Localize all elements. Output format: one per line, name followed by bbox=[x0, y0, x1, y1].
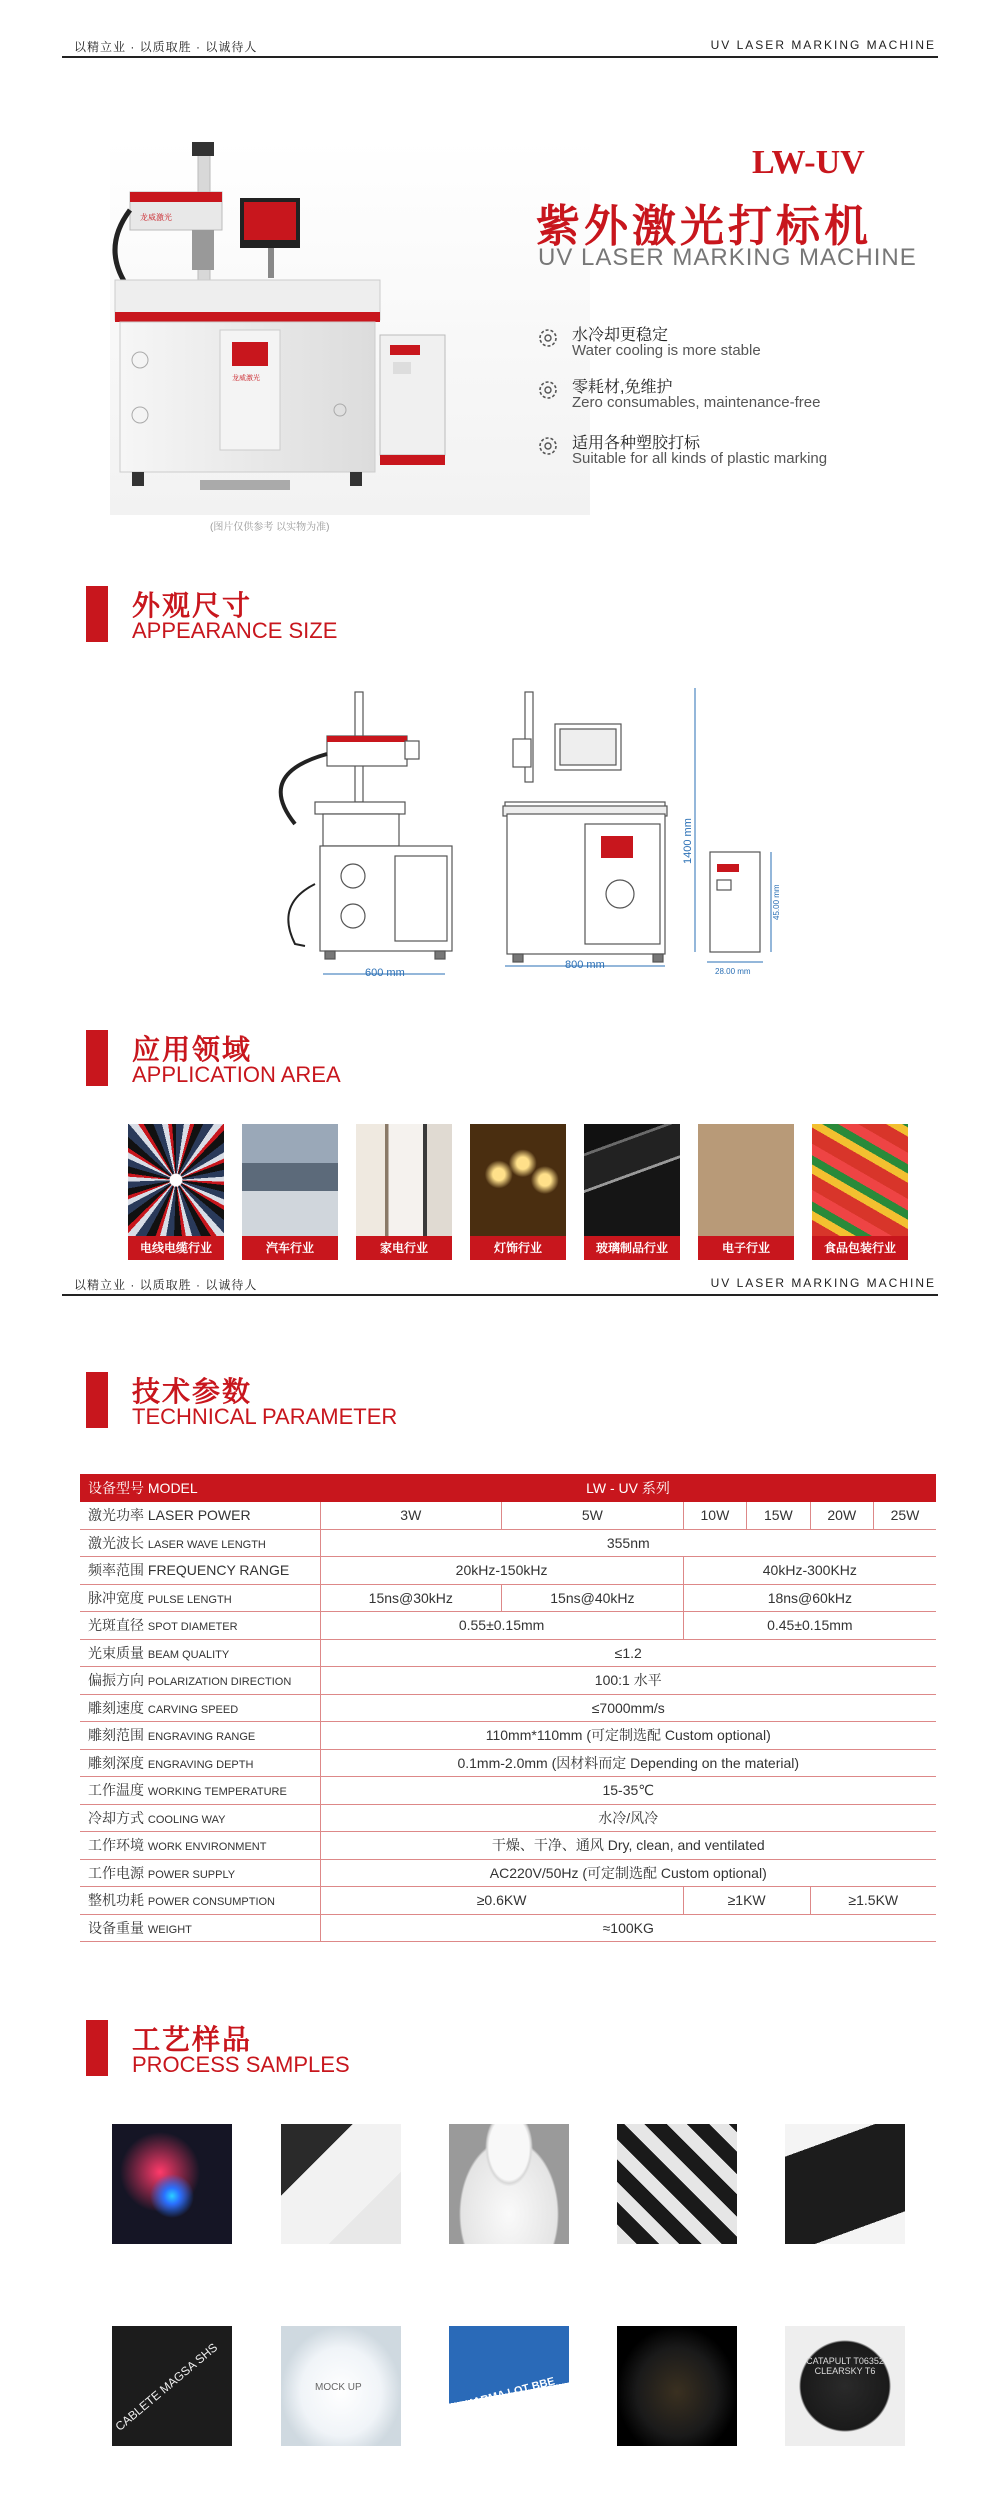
dim-chiller-w-label: 28.00 mm bbox=[715, 967, 751, 976]
application-label: 电子行业 bbox=[698, 1236, 794, 1260]
table-row bbox=[80, 1584, 936, 1612]
application-label: 灯饰行业 bbox=[470, 1236, 566, 1260]
param-value: 0.1mm-2.0mm (因材料而定 Depending on the material) bbox=[320, 1749, 936, 1777]
feature-title-cn: 水冷却更稳定 bbox=[572, 327, 669, 344]
param-value: 25W bbox=[874, 1502, 937, 1530]
param-value: 3W bbox=[320, 1502, 502, 1530]
table-row bbox=[80, 1914, 936, 1942]
top-header-bar bbox=[62, 34, 938, 58]
param-key: 冷却方式 COOLING WAY bbox=[80, 1804, 320, 1832]
dimension-drawing bbox=[255, 684, 795, 984]
gear-icon bbox=[536, 326, 560, 350]
param-value: 18ns@60kHz bbox=[683, 1584, 936, 1612]
table-row bbox=[80, 1777, 936, 1805]
table-row bbox=[80, 1859, 936, 1887]
image-caption: (图片仅供参考 以实物为准) bbox=[210, 522, 330, 533]
application-card bbox=[584, 1124, 680, 1260]
param-key: 激光波长 LASER WAVE LENGTH bbox=[80, 1529, 320, 1557]
header-slogan: 以精立业 · 以质取胜 · 以诚待人 bbox=[74, 1278, 258, 1292]
svg-text:龙威激光: 龙威激光 bbox=[232, 375, 260, 382]
param-key: 工作温度 WORKING TEMPERATURE bbox=[80, 1777, 320, 1805]
svg-text:龙威激光: 龙威激光 bbox=[335, 748, 363, 755]
application-label: 食品包装行业 bbox=[812, 1236, 908, 1260]
param-key: 脉冲宽度 PULSE LENGTH bbox=[80, 1584, 320, 1612]
param-value: 15ns@30kHz bbox=[320, 1584, 502, 1612]
param-value: 10W bbox=[683, 1502, 746, 1530]
application-card bbox=[356, 1124, 452, 1260]
application-image bbox=[242, 1124, 338, 1236]
param-value: ≤1.2 bbox=[320, 1639, 936, 1667]
application-image bbox=[470, 1124, 566, 1236]
application-label: 家电行业 bbox=[356, 1236, 452, 1260]
application-label: 电线电缆行业 bbox=[128, 1236, 224, 1260]
param-key: 设备重量 WEIGHT bbox=[80, 1914, 320, 1942]
feature-title-en: Zero consumables, maintenance-free bbox=[572, 394, 821, 411]
gear-icon bbox=[536, 378, 560, 402]
table-row bbox=[80, 1694, 936, 1722]
application-image bbox=[128, 1124, 224, 1236]
param-key: 偏振方向 POLARIZATION DIRECTION bbox=[80, 1667, 320, 1695]
table-row bbox=[80, 1529, 936, 1557]
table-row bbox=[80, 1557, 936, 1585]
param-value: ≈100KG bbox=[320, 1914, 936, 1942]
param-value: 20W bbox=[810, 1502, 873, 1530]
dim-width-label: 600 mm bbox=[365, 967, 405, 979]
sample-image-glass bbox=[617, 2326, 737, 2446]
param-value: LW - UV 系列 bbox=[320, 1474, 936, 1502]
param-key: 雕刻范围 ENGRAVING RANGE bbox=[80, 1722, 320, 1750]
feature-title-cn: 零耗材,免维护 bbox=[572, 379, 673, 396]
table-row bbox=[80, 1887, 936, 1915]
application-card bbox=[812, 1124, 908, 1260]
feature-title-cn: 适用各种塑胶打标 bbox=[572, 435, 701, 452]
product-title-cn: 紫外激光打标机 bbox=[536, 202, 872, 251]
param-key: 频率范围 FREQUENCY RANGE bbox=[80, 1557, 320, 1585]
table-row bbox=[80, 1722, 936, 1750]
sample-image-battery bbox=[785, 2124, 905, 2244]
page-header-bar-2 bbox=[62, 1272, 938, 1296]
table-row bbox=[80, 1749, 936, 1777]
param-value: 355nm bbox=[320, 1529, 936, 1557]
svg-text:龙威激光: 龙威激光 bbox=[140, 213, 172, 222]
param-key: 激光功率 LASER POWER bbox=[80, 1502, 320, 1530]
application-image bbox=[356, 1124, 452, 1236]
sample-image-cable: CABLETE MAGSA SHS bbox=[112, 2326, 232, 2446]
param-key: 整机功耗 POWER CONSUMPTION bbox=[80, 1887, 320, 1915]
param-value: 40kHz-300KHz bbox=[683, 1557, 936, 1585]
param-value: 0.45±0.15mm bbox=[683, 1612, 936, 1640]
application-label: 玻璃制品行业 bbox=[584, 1236, 680, 1260]
param-value: 100:1 水平 bbox=[320, 1667, 936, 1695]
application-card bbox=[698, 1124, 794, 1260]
table-row bbox=[80, 1832, 936, 1860]
sample-image-keys bbox=[617, 2124, 737, 2244]
feature-title-en: Suitable for all kinds of plastic marking bbox=[572, 450, 828, 467]
application-card bbox=[128, 1124, 224, 1260]
header-product-name: UV LASER MARKING MACHINE bbox=[710, 1276, 936, 1290]
param-value: ≤7000mm/s bbox=[320, 1694, 936, 1722]
param-value: ≥1KW bbox=[683, 1887, 810, 1915]
model-name: LW-UV bbox=[752, 144, 865, 181]
application-image bbox=[812, 1124, 908, 1236]
application-label: 汽车行业 bbox=[242, 1236, 338, 1260]
param-key: 工作环境 WORK ENVIRONMENT bbox=[80, 1832, 320, 1860]
sample-image-device: CATAPULT T06352 CLEARSKY T6 bbox=[785, 2326, 905, 2446]
table-row bbox=[80, 1667, 936, 1695]
param-value: 干燥、干净、通风 Dry, clean, and ventilated bbox=[320, 1832, 936, 1860]
param-value: 15ns@40kHz bbox=[502, 1584, 684, 1612]
table-row bbox=[80, 1639, 936, 1667]
feature-title-en: Water cooling is more stable bbox=[572, 342, 761, 359]
table-row bbox=[80, 1612, 936, 1640]
param-value: 0.55±0.15mm bbox=[320, 1612, 683, 1640]
dim-height-label: 1400 mm bbox=[682, 818, 694, 864]
application-card bbox=[470, 1124, 566, 1260]
dim-depth-label: 800 mm bbox=[565, 959, 605, 971]
dim-chiller-h-label: 45.00 mm bbox=[772, 884, 781, 920]
table-row bbox=[80, 1474, 936, 1502]
sample-image-charger bbox=[281, 2124, 401, 2244]
param-key: 光斑直径 SPOT DIAMETER bbox=[80, 1612, 320, 1640]
param-key: 设备型号 MODEL bbox=[80, 1474, 320, 1502]
product-title-en: UV LASER MARKING MACHINE bbox=[538, 244, 917, 271]
gear-icon bbox=[536, 434, 560, 458]
parameter-table bbox=[80, 1474, 936, 1942]
param-key: 雕刻深度 ENGRAVING DEPTH bbox=[80, 1749, 320, 1777]
application-image bbox=[698, 1124, 794, 1236]
sample-image-mask: MOCK UP bbox=[281, 2326, 401, 2446]
table-row bbox=[80, 1502, 936, 1530]
param-value: ≥1.5KW bbox=[810, 1887, 936, 1915]
param-key: 工作电源 POWER SUPPLY bbox=[80, 1859, 320, 1887]
machine-hero-image bbox=[110, 140, 590, 520]
param-value: 15-35℃ bbox=[320, 1777, 936, 1805]
param-value: 5W bbox=[502, 1502, 684, 1530]
sample-image-headphone bbox=[112, 2124, 232, 2244]
application-image bbox=[584, 1124, 680, 1236]
param-value: ≥0.6KW bbox=[320, 1887, 683, 1915]
sample-image-bottle bbox=[449, 2124, 569, 2244]
header-slogan: 以精立业 · 以质取胜 · 以诚待人 bbox=[74, 40, 258, 54]
param-value: 110mm*110mm (可定制选配 Custom optional) bbox=[320, 1722, 936, 1750]
param-value: 20kHz-150kHz bbox=[320, 1557, 683, 1585]
param-key: 雕刻速度 CARVING SPEED bbox=[80, 1694, 320, 1722]
header-product-name: UV LASER MARKING MACHINE bbox=[710, 38, 936, 52]
table-row bbox=[80, 1804, 936, 1832]
param-value: 水冷/风冷 bbox=[320, 1804, 936, 1832]
param-value: 15W bbox=[747, 1502, 810, 1530]
param-key: 光束质量 BEAM QUALITY bbox=[80, 1639, 320, 1667]
application-card bbox=[242, 1124, 338, 1260]
sample-image-pharma: PHARMA LOT BBE bbox=[449, 2326, 569, 2446]
param-value: AC220V/50Hz (可定制选配 Custom optional) bbox=[320, 1859, 936, 1887]
